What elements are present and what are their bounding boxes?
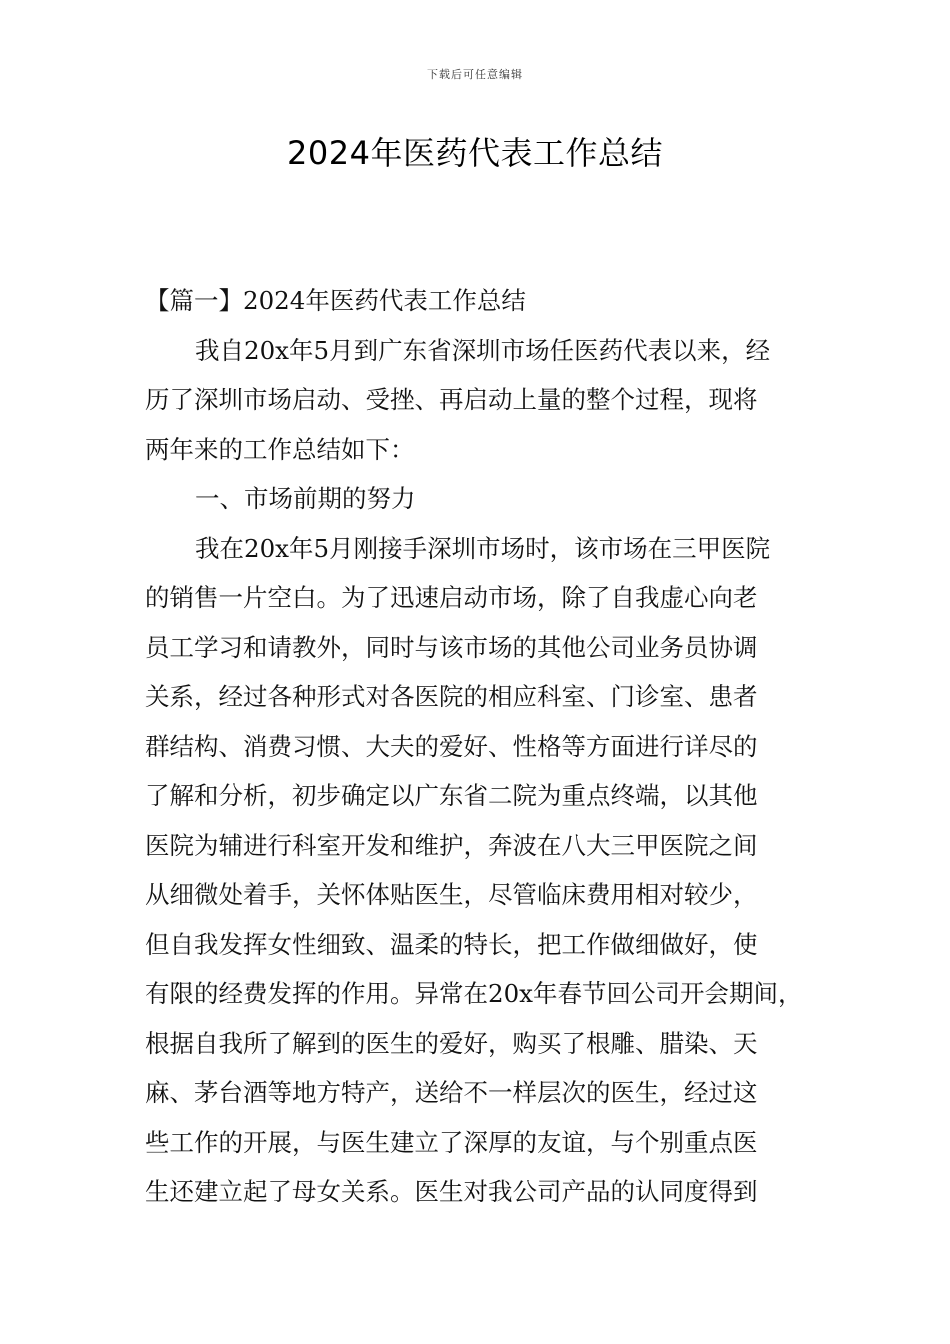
paragraph-line: 但自我发挥女性细致、温柔的特长，把工作做细做好，使 bbox=[145, 929, 758, 959]
document-body bbox=[145, 276, 825, 1217]
paragraph-line: 了解和分析，初步确定以广东省二院为重点终端，以其他 bbox=[145, 781, 758, 810]
paragraph-line: 从细微处着手，关怀体贴医生，尽管临床费用相对较少， bbox=[145, 880, 758, 909]
paragraph-line: 历了深圳市场启动、受挫、再启动上量的整个过程，现将 bbox=[145, 385, 758, 414]
paragraph-line: 员工学习和请教外，同时与该市场的其他公司业务员协调 bbox=[145, 632, 758, 662]
paragraph-line: 我在20x年5月刚接手深圳市场时，该市场在三甲医院 bbox=[195, 533, 771, 563]
paragraph-line: 两年来的工作总结如下： bbox=[145, 434, 415, 464]
paragraph-line: 群结构、消费习惯、大夫的爱好、性格等方面进行详尽的 bbox=[145, 731, 758, 761]
paragraph-line: 关系，经过各种形式对各医院的相应科室、门诊室、患者 bbox=[145, 682, 758, 711]
paragraph-line: 的销售一片空白。为了迅速启动市场，除了自我虚心向老 bbox=[145, 583, 758, 612]
paragraph-line: 我自20x年5月到广东省深圳市场任医药代表以来，经 bbox=[195, 335, 771, 365]
header-note: 下载后可任意编辑 bbox=[427, 68, 523, 81]
paragraph-line: 生还建立起了母女关系。医生对我公司产品的认同度得到 bbox=[145, 1177, 758, 1206]
paragraph-line: 根据自我所了解到的医生的爱好，购买了根雕、腊染、天 bbox=[145, 1028, 758, 1058]
document-title: 2024年医药代表工作总结 bbox=[287, 134, 663, 172]
paragraph-line: 有限的经费发挥的作用。异常在20x年春节回公司开会期间， bbox=[145, 979, 803, 1008]
paragraph-line: 医院为辅进行科室开发和维护，奔波在八大三甲医院之间 bbox=[145, 830, 758, 860]
paragraph-line: 些工作的开展，与医生建立了深厚的友谊，与个别重点医 bbox=[145, 1127, 758, 1157]
paragraph-line: 麻、茅台酒等地方特产，送给不一样层次的医生，经过这 bbox=[145, 1078, 758, 1107]
subsection-heading: 一、市场前期的努力 bbox=[195, 484, 416, 513]
section-heading: 【篇一】2024年医药代表工作总结 bbox=[145, 286, 526, 315]
